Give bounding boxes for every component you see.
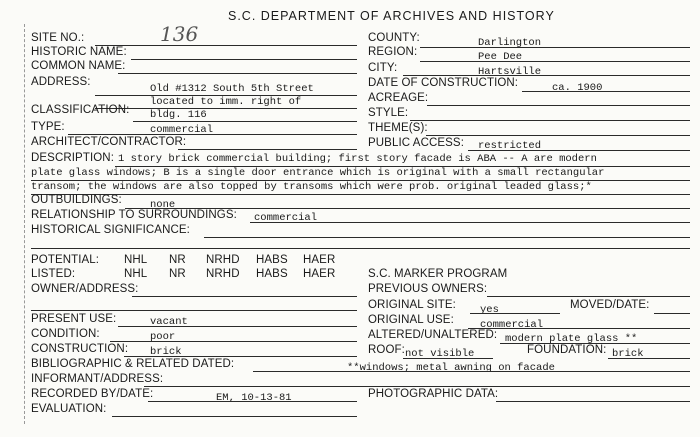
- condition-value: poor: [150, 331, 176, 343]
- previous-owners-line: [487, 296, 690, 297]
- address-line-1: Old #1312 South 5th Street: [150, 83, 314, 95]
- foundation-value: brick: [612, 348, 644, 360]
- original-site-value: yes: [480, 304, 499, 316]
- roof-value: not visible: [405, 348, 475, 360]
- informant-label: INFORMANT/ADDRESS:: [31, 373, 164, 385]
- potential-label: POTENTIAL:: [31, 254, 100, 266]
- public-access-value: restricted: [478, 140, 542, 152]
- potential-nrhd: NRHD: [206, 254, 240, 266]
- historic-name-line: [131, 59, 357, 60]
- original-site-line: [470, 313, 560, 314]
- construction-value: brick: [150, 346, 182, 358]
- biblio-label: BIBLIOGRAPHIC & RELATED DATED:: [31, 358, 235, 370]
- description-line-2: plate glass windows; B is a single door entrance which is original with a small rectangular: [31, 167, 605, 179]
- listed-habs: HABS: [256, 268, 288, 280]
- outbuildings-value: none: [150, 199, 176, 211]
- original-use-line: [468, 328, 690, 329]
- description-label: DESCRIPTION:: [31, 152, 114, 164]
- foundation-line: [608, 358, 690, 359]
- moved-label: MOVED/DATE:: [570, 299, 650, 311]
- owner-label: OWNER/ADDRESS:: [31, 283, 139, 295]
- listed-nhl: NHL: [124, 268, 148, 280]
- moved-line: [654, 313, 690, 314]
- common-name-line: [118, 73, 357, 74]
- relationship-line: [250, 222, 690, 223]
- owner-line-2: [31, 310, 357, 311]
- architect-label: ARCHITECT/CONTRACTOR:: [31, 136, 187, 148]
- public-access-label: PUBLIC ACCESS:: [368, 137, 464, 149]
- county-line: [420, 47, 690, 48]
- description-line-3: transom; the windows are also topped by transoms which were prob. original leaded glass;*: [31, 181, 592, 193]
- type-label: TYPE:: [31, 121, 65, 133]
- themes-label: THEME(S):: [368, 122, 428, 134]
- address-line-3: bldg. 116: [150, 109, 207, 121]
- themes-line: [426, 135, 690, 136]
- public-access-line: [468, 150, 690, 151]
- form-header: S.C. DEPARTMENT OF ARCHIVES AND HISTORY: [228, 9, 555, 23]
- address-label: ADDRESS:: [31, 76, 91, 88]
- roof-label: ROOF:: [368, 344, 405, 356]
- original-site-label: ORIGINAL SITE:: [368, 299, 456, 311]
- city-line: [403, 75, 690, 76]
- recorded-value: EM, 10-13-81: [216, 392, 292, 404]
- county-value: Darlington: [478, 37, 542, 49]
- foundation-label: FOUNDATION:: [527, 344, 607, 356]
- acreage-line: [427, 105, 690, 106]
- present-use-value: vacant: [150, 316, 188, 328]
- classification-line: [133, 121, 357, 122]
- potential-nhl: NHL: [124, 254, 148, 266]
- date-construction-line: [522, 91, 690, 92]
- city-label: CITY:: [368, 62, 398, 74]
- previous-owners-label: PREVIOUS OWNERS:: [368, 283, 488, 295]
- potential-haer: HAER: [303, 254, 336, 266]
- description-line-1: 1 story brick commercial building; first story facade is ABA -- A are modern: [118, 153, 597, 165]
- informant-line: [144, 386, 690, 387]
- listed-label: LISTED:: [31, 268, 76, 280]
- biblio-note: **windows; metal awning on facade: [347, 362, 555, 374]
- style-line: [410, 120, 690, 121]
- photographic-label: PHOTOGRAPHIC DATA:: [368, 388, 499, 400]
- potential-nr: NR: [169, 254, 186, 266]
- site-no-value: 136: [160, 22, 199, 46]
- marker-program: S.C. MARKER PROGRAM: [368, 268, 508, 280]
- outbuildings-label: OUTBUILDINGS:: [31, 194, 122, 206]
- original-use-value: commercial: [480, 319, 544, 331]
- condition-line: [110, 341, 357, 342]
- margin-rule: [24, 24, 25, 424]
- section-divider: [31, 248, 690, 249]
- style-label: STYLE:: [368, 107, 409, 119]
- recorded-line: [148, 401, 357, 402]
- photographic-line: [496, 401, 690, 402]
- listed-nrhd: NRHD: [206, 268, 240, 280]
- recorded-label: RECORDED BY/DATE:: [31, 388, 154, 400]
- roof-line: [403, 358, 493, 359]
- type-value: commercial: [150, 124, 214, 136]
- potential-habs: HABS: [256, 254, 288, 266]
- address-line-2: located to imm. right of: [150, 96, 302, 108]
- architect-line: [178, 149, 357, 150]
- classification-label: CLASSIFICATION:: [31, 104, 130, 116]
- acreage-label: ACREAGE:: [368, 92, 429, 104]
- region-line: [420, 61, 690, 62]
- owner-line: [132, 296, 357, 297]
- type-line: [68, 134, 357, 135]
- evaluation-label: EVALUATION:: [31, 403, 107, 415]
- site-no-line: [95, 45, 357, 46]
- present-use-label: PRESENT USE:: [31, 313, 117, 325]
- historical-label: HISTORICAL SIGNIFICANCE:: [31, 224, 190, 236]
- common-name-label: COMMON NAME:: [31, 60, 126, 72]
- biblio-line: [253, 371, 690, 372]
- city-value: Hartsville: [478, 66, 542, 78]
- historic-name-label: HISTORIC NAME:: [31, 46, 127, 58]
- date-construction-label: DATE OF CONSTRUCTION:: [368, 77, 519, 89]
- condition-label: CONDITION:: [31, 328, 100, 340]
- county-label: COUNTY:: [368, 32, 420, 44]
- altered-label: ALTERED/UNALTERED:: [368, 329, 498, 341]
- evaluation-line: [112, 416, 357, 417]
- region-label: REGION:: [368, 46, 418, 58]
- construction-line: [124, 356, 357, 357]
- address-rule-2: [95, 108, 357, 109]
- listed-nr: NR: [169, 268, 186, 280]
- relationship-value: commercial: [254, 212, 318, 224]
- date-construction-value: ca. 1900: [552, 82, 603, 94]
- relationship-label: RELATIONSHIP TO SURROUNDINGS:: [31, 209, 237, 221]
- historical-line: [204, 237, 690, 238]
- region-value: Pee Dee: [478, 51, 523, 63]
- present-use-line: [118, 326, 357, 327]
- altered-value: modern plate glass **: [505, 333, 638, 345]
- site-no-label: SITE NO.:: [31, 32, 85, 44]
- description-rule-3: [31, 194, 690, 195]
- original-use-label: ORIGINAL USE:: [368, 314, 454, 326]
- construction-label: CONSTRUCTION:: [31, 343, 129, 355]
- listed-haer: HAER: [303, 268, 336, 280]
